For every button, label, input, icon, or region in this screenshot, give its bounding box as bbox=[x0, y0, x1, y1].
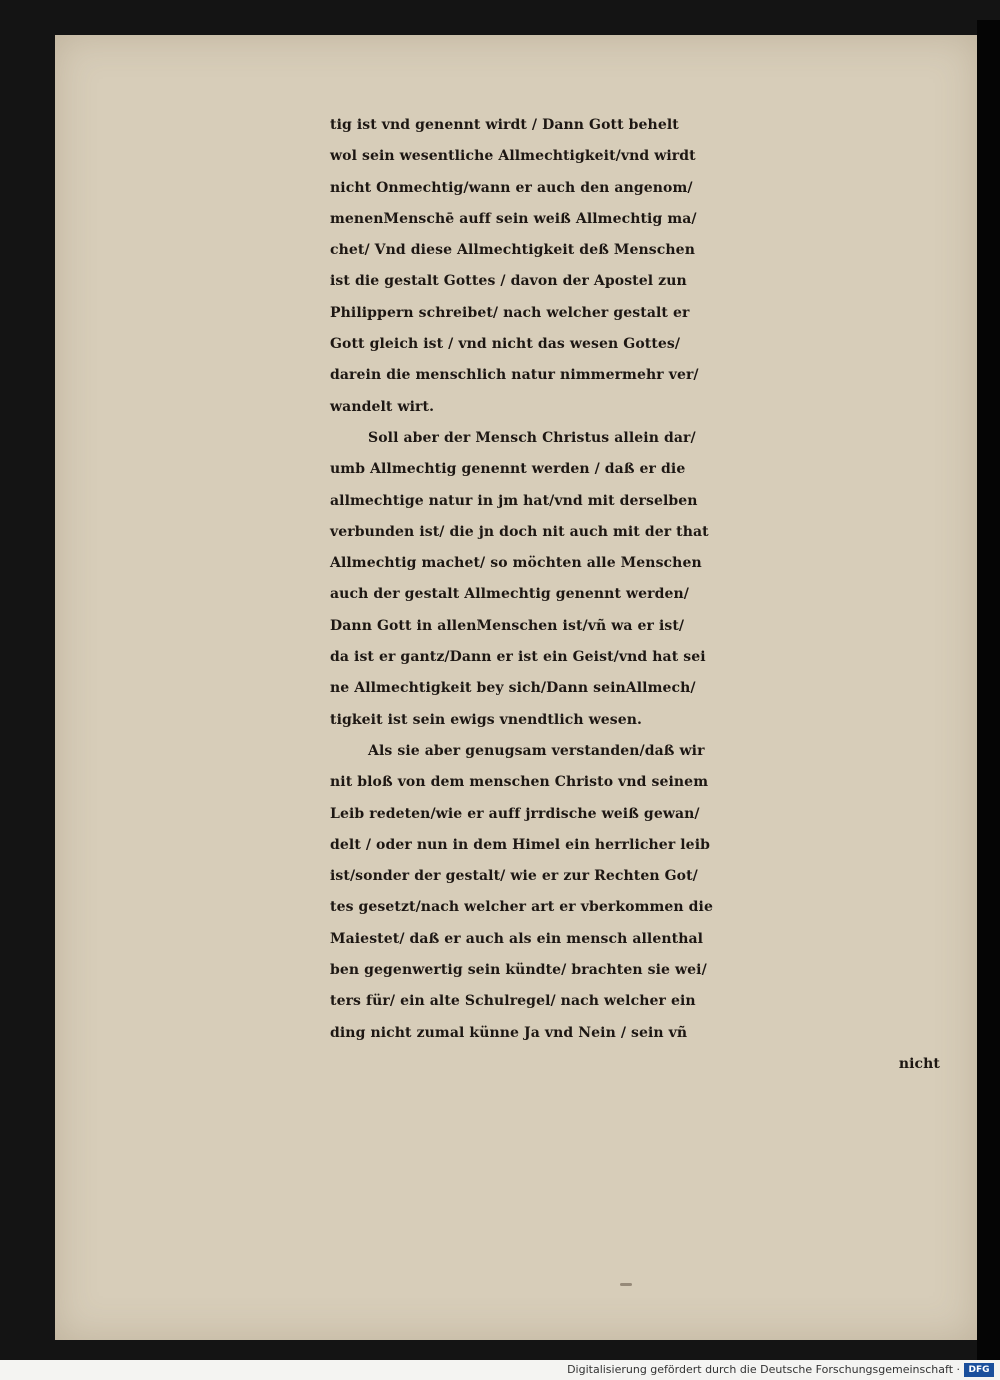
text-line: ters für/ ein alte Schulregel/ nach welcher ein bbox=[330, 993, 696, 1010]
text-line: auch der gestalt Allmechtig genennt werden/ bbox=[330, 586, 690, 603]
text-line: chet/ Vnd diese Allmechtigkeit deß Menschen bbox=[330, 242, 695, 259]
text-line: ist/sonder der gestalt/ wie er zur Rechten Got/ bbox=[330, 868, 698, 885]
text-line: Philippern schreibet/ nach welcher gestalt er bbox=[330, 304, 690, 321]
body-text bbox=[330, 110, 950, 1080]
text-line: ne Allmechtigkeit bey sich/Dann seinAllmech/ bbox=[330, 680, 696, 697]
text-line: nit bloß von dem menschen Christo vnd seinem bbox=[330, 774, 709, 791]
text-line: Dann Gott in allenMenschen ist/vñ wa er ist/ bbox=[330, 617, 685, 634]
text-line: Gott gleich ist / vnd nicht das wesen Gottes/ bbox=[330, 336, 681, 353]
text-line: ist die gestalt Gottes / davon der Apostel zun bbox=[330, 273, 687, 290]
text-line: Als sie aber genugsam verstanden/daß wir bbox=[368, 742, 705, 759]
text-line: Leib redeten/wie er auff jrrdische weiß gewan/ bbox=[330, 805, 700, 822]
text-line: Allmechtig machet/ so möchten alle Menschen bbox=[330, 555, 702, 572]
text-line: allmechtige natur in jm hat/vnd mit derselben bbox=[330, 492, 698, 509]
dfg-logo: DFG bbox=[964, 1363, 994, 1377]
text-line: darein die menschlich natur nimmermehr ver/ bbox=[330, 367, 699, 384]
text-line: tes gesetzt/nach welcher art er vberkommen die bbox=[330, 899, 713, 916]
text-line: menenMenschē auff sein weiß Allmechtig ma/ bbox=[330, 210, 697, 227]
text-line: ben gegenwertig sein kündte/ brachten sie wei/ bbox=[330, 962, 707, 979]
footer bbox=[0, 1360, 1000, 1380]
text-line: verbunden ist/ die jn doch nit auch mit der that bbox=[330, 523, 709, 540]
page-mark bbox=[620, 1283, 632, 1286]
text-line: wol sein wesentliche Allmechtigkeit/vnd wirdt bbox=[330, 148, 696, 165]
text-line: delt / oder nun in dem Himel ein herrlicher leib bbox=[330, 836, 710, 853]
text-line: Maiestet/ daß er auch als ein mensch allenthal bbox=[330, 930, 704, 947]
text-line: tigkeit ist sein ewigs vnendtlich wesen. bbox=[330, 711, 643, 728]
text-line: da ist er gantz/Dann er ist ein Geist/vnd hat sei bbox=[330, 649, 706, 666]
text-line: nicht Onmechtig/wann er auch den angenom/ bbox=[330, 179, 693, 196]
text-line: tig ist vnd genennt wirdt / Dann Gott behelt bbox=[330, 117, 679, 133]
page-edge-shadow bbox=[977, 20, 1000, 1360]
text-line: umb Allmechtig genennt werden / daß er die bbox=[330, 461, 686, 478]
text-line: Soll aber der Mensch Christus allein dar/ bbox=[368, 429, 696, 446]
text-line: nicht bbox=[898, 1055, 940, 1072]
text-line: wandelt wirt. bbox=[330, 398, 435, 415]
text-line: ding nicht zumal künne Ja vnd Nein / sein vñ bbox=[330, 1024, 688, 1041]
footer-credit: Digitalisierung gefördert durch die Deutsche Forschungsgemeinschaft · bbox=[567, 1363, 960, 1376]
